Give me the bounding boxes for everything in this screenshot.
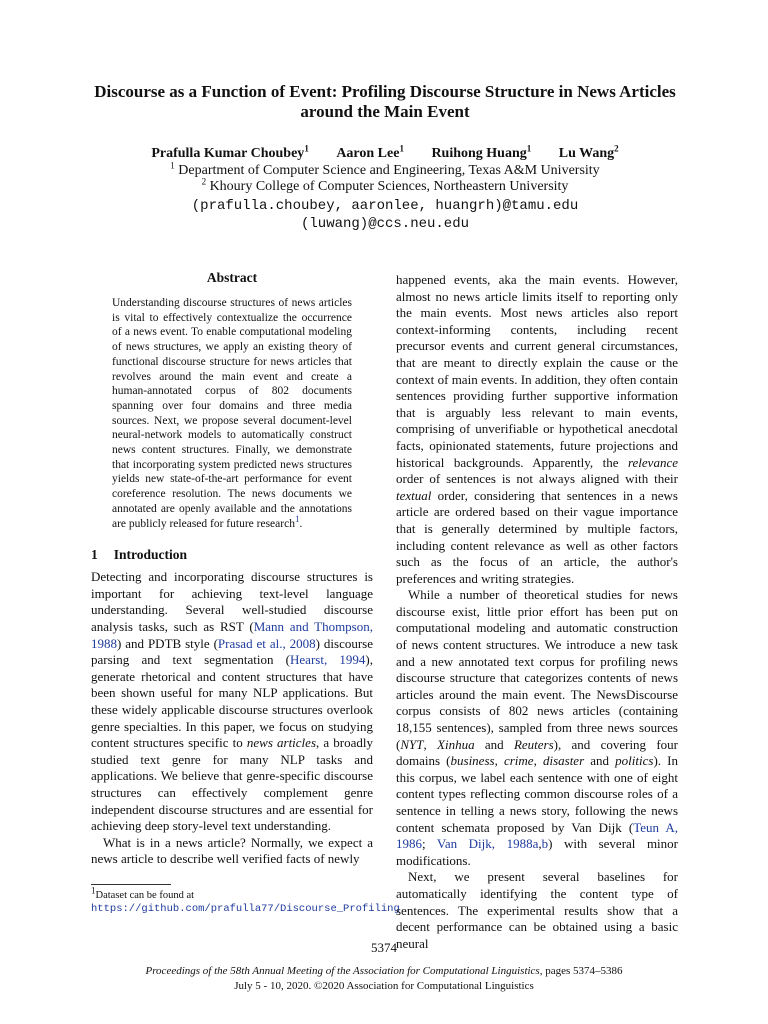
author: Ruihong Huang$^1$ [431,143,532,161]
section-heading-introduction: 1 Introduction [91,547,188,563]
citation-link[interactable]: Van Dijk, 1988a [436,836,539,852]
page-number: 5374 [371,940,397,955]
intro-paragraph-3: happened events, aka the main events. However, almost no news article limits itself to reporting only the main events. Most news articles also report context-informing contents, including recent precursor events and current general circumstances, that are meant to directly explain the cause or the context of main events. In addition, they often contain sentences providing further supportive information that is arguably less relevant to main events, comprising of unverifiable or hypothetical anecdotal facts, opinionated statements, future projections and historical backgrounds. Apparently, the relevance order of sentences is not always aligned with their textual order, considering that sentences in a news article are ordered based on their vague importance that is generally determined by multiple factors, including content relevance as well as other factors such as the focus of an article, the author's preferences and writing strategies. [396,272,678,586]
citation-link[interactable]: Teun A, 1986 [396,819,678,852]
abstract-text: Understanding discourse structures of news articles is vital to effectively contextualize the occurrence of a news event. To enable computational modeling of news structures, we apply an existing theory of functional discourse structure for news articles that revolves around the main event and create a human-annotated corpus of 802 documents spanning over four domains and three media sources. Next, we propose several document-level neural-network models to automatically construct news content structures. Finally, we demonstrate that incorporating system predicted news structures yields new state-of-the-art performance for event coreference resolution. The news documents we annotated are openly available and the annotations are publicly released for future research$^1$. [112,297,352,530]
footnote-marker[interactable]: 1 [294,513,300,524]
affiliation-1: $^1$ Department of Computer Science and Engineering, Texas A&M University [170,160,600,178]
proceedings-footer: Proceedings of the 58th Annual Meeting of the Association for Computational Linguistics, pages 5374–5386 July 5 - 10, 2020. ©2020 Association for Computational Linguistics [145,965,623,992]
author: Prafulla Kumar Choubey$^1$ [151,143,309,161]
intro-paragraph-2: What is in a news article? Normally, we expect a news article to describe well verified facts of newly [91,834,373,867]
footnote-divider [91,884,171,885]
right-column [396,272,678,952]
email-line-2: (luwang)@ccs.neu.edu [300,216,470,232]
citation-link[interactable]: Mann and Thompson, 1988 [91,619,373,651]
footnote: $^1$Dataset can be found at https://github.com/prafulla77/Discourse_Profiling [91,885,400,915]
paper-title: Discourse as a Function of Event: Profiling Discourse Structure in News Articles around the Main Event [94,82,676,121]
intro-paragraph-1: Detecting and incorporating discourse structures is important for achieving text-level language understanding. Several well-studied discourse analysis tasks, such as RST (Mann and Thompson, 1988) and PDTB style (Prasad et al., 2008) discourse parsing and text segmentation (Hearst, 1994), generate rhetorical and content structures that have been shown useful for many NLP applications. But these widely applicable discourse structures overlook genre specialties. In this paper, we focus on studying content structures specific to news articles, a broadly studied text genre for many NLP tasks and applications. We believe that genre-specific discourse structures can effectively complement genre independent discourse structures and are essential for achieving deep story-level text understanding. [91,569,374,834]
left-column [91,270,400,916]
dataset-link[interactable]: https://github.com/prafulla77/Discourse_Profiling [91,902,400,915]
intro-paragraph-5: Next, we present several baselines for automatically identifying the content type of sentences. The experimental results show that a decent performance can be obtained using a basic neural [396,869,678,951]
intro-paragraph-4: While a number of theoretical studies for news discourse exist, little prior effort has been put on computational modeling and automatic construction of news content structures. We introduce a new task and a new annotated text corpus for profiling news discourse structure that categorizes contents of news articles around the main event. The NewsDiscourse corpus consists of 802 news articles (containing 18,155 sentences), sampled from three news sources (NYT, Xinhua and Reuters), and covering four domains (business, crime, disaster and politics). In this corpus, we label each sentence with one of eight content types reflecting common discourse roles of a sentence in telling a news story, following the news content schemata proposed by Van Dijk (Teun A, 1986; Van Dijk, 1988a,b) with several minor modifications. [396,587,678,868]
author: Lu Wang$^2$ [558,143,619,161]
affiliation-2: $^2$ Khoury College of Computer Sciences, Northeastern University [201,176,569,194]
abstract-heading: Abstract [206,270,258,285]
citation-link[interactable]: b [541,836,549,852]
author-list [70,145,700,163]
citation-link[interactable]: Prasad et al., 2008 [217,635,316,651]
author: Aaron Lee$^1$ [336,143,404,161]
email-line-1: (prafulla.choubey, aaronlee, huangrh)@tamu.edu [191,198,579,214]
citation-link[interactable]: Hearst, 1994 [290,652,366,668]
